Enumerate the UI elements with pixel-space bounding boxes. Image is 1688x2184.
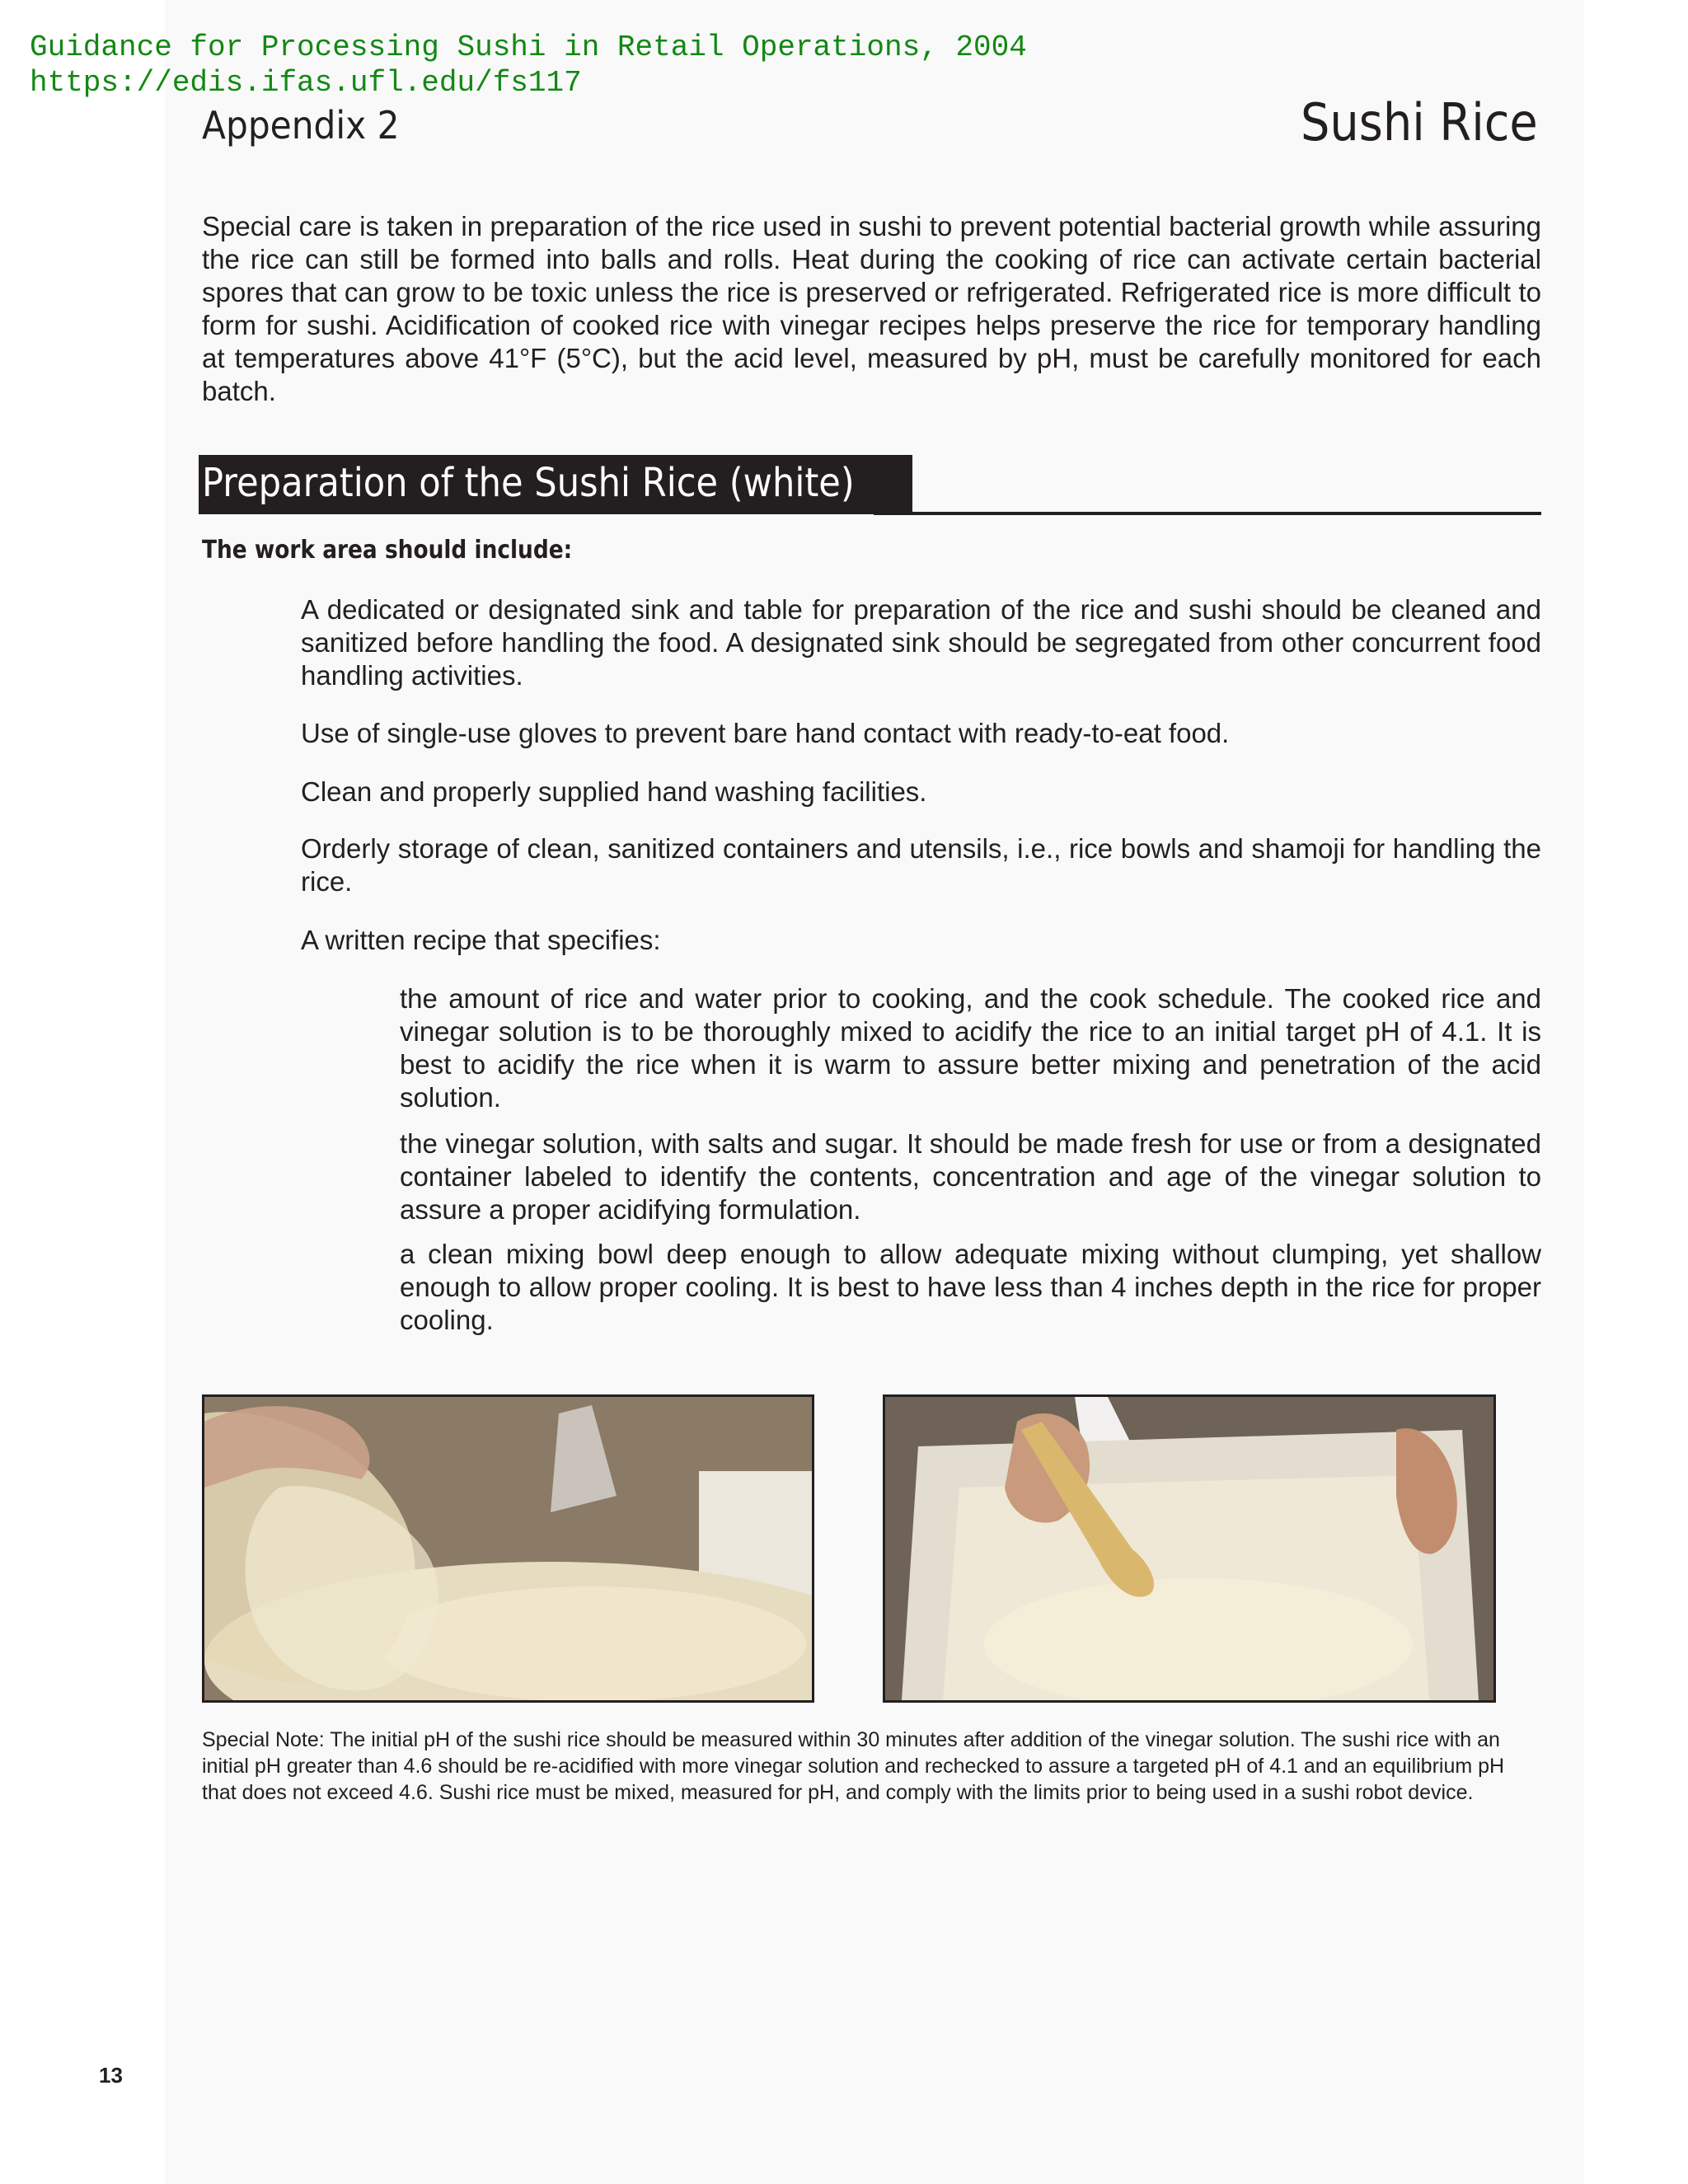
list-item: A written recipe that specifies: — [301, 925, 661, 955]
photo-pouring-vinegar-illustration — [204, 1397, 812, 1700]
recipe-subitem: a clean mixing bowl deep enough to allow adequate mixing without clumping, yet shallow enough to allow proper cooling. It is best to have less than 4 inches depth in the rice for proper cooling. — [400, 1239, 1541, 1335]
appendix-label: Appendix 2 — [202, 103, 400, 148]
section-rule — [874, 512, 1541, 515]
list-item: A dedicated or designated sink and table for preparation of the rice and sushi should be cleaned and sanitized before handling the food. A designated sink should be segregated from other concurrent food handling activities. — [301, 594, 1541, 691]
special-note: Special Note: The initial pH of the sushi rice should be measured within 30 minutes after addition of the vinegar solution. The sushi rice with an initial pH greater than 4.6 should be re-acidified with more vinegar solution and rechecked to assure a targeted pH of 4.1 and an equilibrium pH that does not exceed 4.6. Sushi rice must be mixed, measured for pH, and comply with the limits prior to being used in a sushi robot device. — [202, 1728, 1505, 1804]
watermark-url[interactable]: https://edis.ifas.ufl.edu/fs117 — [30, 66, 582, 100]
section-heading: Preparation of the Sushi Rice (white) — [202, 460, 855, 506]
list-item: Clean and properly supplied hand washing facilities. — [301, 776, 927, 807]
page-number: 13 — [99, 2063, 123, 2088]
photo-mixing-rice-illustration — [885, 1397, 1493, 1700]
watermark-title: Guidance for Processing Sushi in Retail Operations, 2004 — [30, 30, 1027, 64]
recipe-subitem: the vinegar solution, with salts and sugar. It should be made fresh for use or from a designated container labeled to identify the contents, concentration and age of the vinegar solution to assure a proper acidifying formulation. — [400, 1128, 1541, 1225]
source-watermark — [30, 30, 1027, 101]
work-area-subheading: The work area should include: — [202, 536, 573, 565]
intro-paragraph: Special care is taken in preparation of the rice used in sushi to prevent potential bacterial growth while assuring the rice can still be formed into balls and rolls. Heat during the cooking of rice can activate certain bacterial spores that can grow to be toxic unless the rice is preserved or refrigerated. Refrigerated rice is more difficult to form for sushi. Acidification of cooked rice with vinegar recipes helps preserve the rice for temporary handling at temperatures above 41°F (5°C), but the acid level, measured by pH, must be carefully monitored for each batch. — [202, 211, 1541, 406]
photo-mixing-rice — [883, 1394, 1496, 1703]
recipe-subitem: the amount of rice and water prior to cooking, and the cook schedule. The cooked rice and vinegar solution is to be thoroughly mixed to acidify the rice to an initial target pH of 4.1. It is best to acidify the rice when it is warm to assure better mixing and penetration of the acid solution. — [400, 983, 1541, 1113]
list-item: Orderly storage of clean, sanitized containers and utensils, i.e., rice bowls and shamoji for handling the rice. — [301, 833, 1541, 897]
list-item: Use of single-use gloves to prevent bare hand contact with ready-to-eat food. — [301, 718, 1230, 748]
page-title: Sushi Rice — [1301, 92, 1538, 152]
photo-pouring-vinegar — [202, 1394, 814, 1703]
